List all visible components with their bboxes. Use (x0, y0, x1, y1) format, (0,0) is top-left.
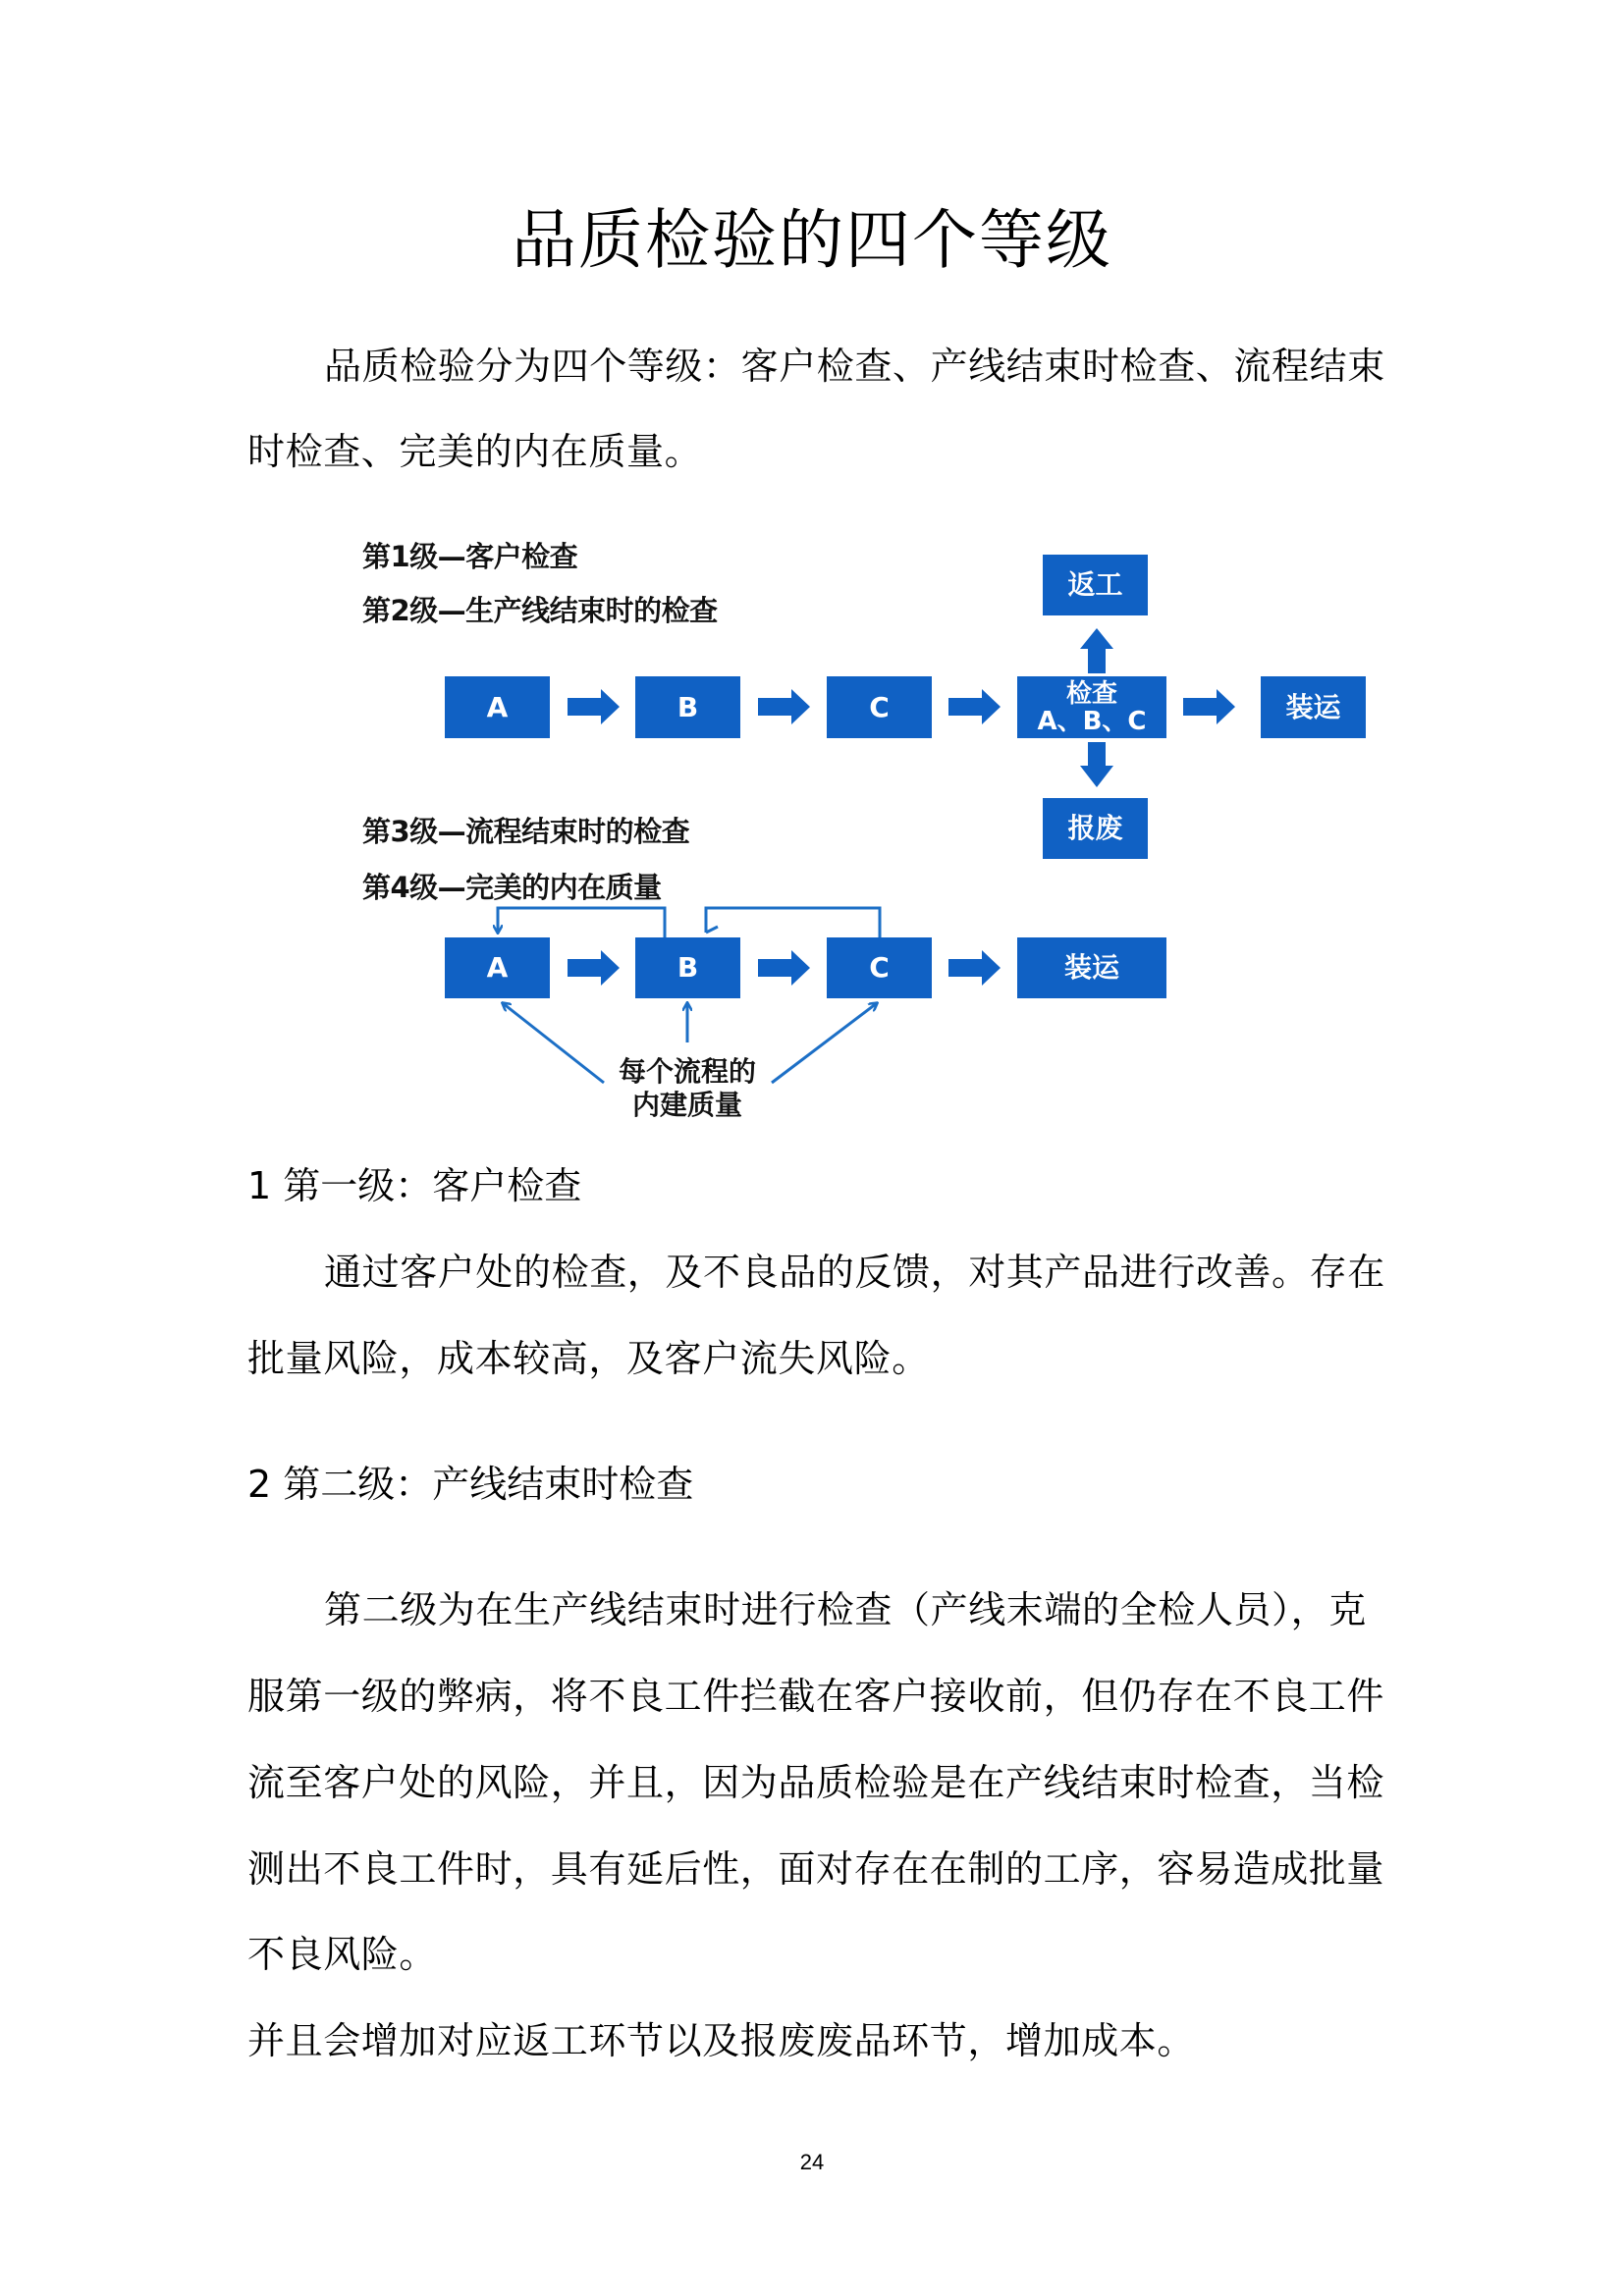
intro-line-2: 时检查、完美的内在质量。 (247, 430, 703, 473)
lower-box-a: A (445, 937, 550, 998)
section-2-line-5: 不良风险。 (247, 1933, 438, 1976)
page-title: 品质检验的四个等级 (512, 202, 1112, 278)
section-2-extra-line: 并且会增加对应返工环节以及报废废品环节，增加成本。 (247, 2019, 1196, 2062)
page-number: 24 (799, 2150, 825, 2174)
scrap-box: 报废 (1043, 798, 1148, 859)
check-box-line-2: A、B、C (1037, 706, 1147, 736)
section-1-line-1: 通过客户处的检查，及不良品的反馈，对其产品进行改善。存在 (324, 1251, 1385, 1294)
section-2-line-4: 测出不良工件时，具有延后性，面对存在在制的工序，容易造成批量 (247, 1847, 1385, 1891)
upper-ship-box: 装运 (1261, 676, 1366, 738)
rework-box: 返工 (1043, 555, 1148, 615)
check-box-line-1: 检查 (1065, 678, 1117, 709)
section-2-line-2: 服第一级的弊病，将不良工件拦截在客户接收前，但仍存在不良工件 (247, 1675, 1385, 1718)
section-2-line-1: 第二级为在生产线结束时进行检查（产线末端的全检人员），克 (324, 1588, 1367, 1631)
section-2-line-3: 流至客户处的风险，并且，因为品质检验是在产线结束时检查，当检 (247, 1761, 1385, 1804)
check-box (1017, 676, 1166, 738)
level-2-label: 第2级—生产线结束时的检查 (362, 594, 718, 627)
upper-box-a: A (445, 676, 550, 738)
lower-ship-box: 装运 (1017, 937, 1166, 998)
lower-box-c: C (827, 937, 932, 998)
builtin-quality-label-1: 每个流程的 (618, 1055, 756, 1088)
builtin-quality-label-2: 内建质量 (631, 1089, 742, 1121)
level-3-label: 第3级—流程结束时的检查 (362, 815, 690, 848)
section-2-heading: 2 第二级：产线结束时检查 (247, 1463, 694, 1506)
section-1-line-2: 批量风险，成本较高，及客户流失风险。 (247, 1337, 930, 1380)
intro-line-1: 品质检验分为四个等级：客户检查、产线结束时检查、流程结束 (324, 345, 1385, 388)
level-4-label: 第4级—完美的内在质量 (362, 871, 662, 904)
upper-box-c: C (827, 676, 932, 738)
lower-box-b: B (635, 937, 740, 998)
section-1-heading: 1 第一级：客户检查 (247, 1164, 582, 1207)
level-1-label: 第1级—客户检查 (362, 540, 578, 573)
upper-box-b: B (635, 676, 740, 738)
